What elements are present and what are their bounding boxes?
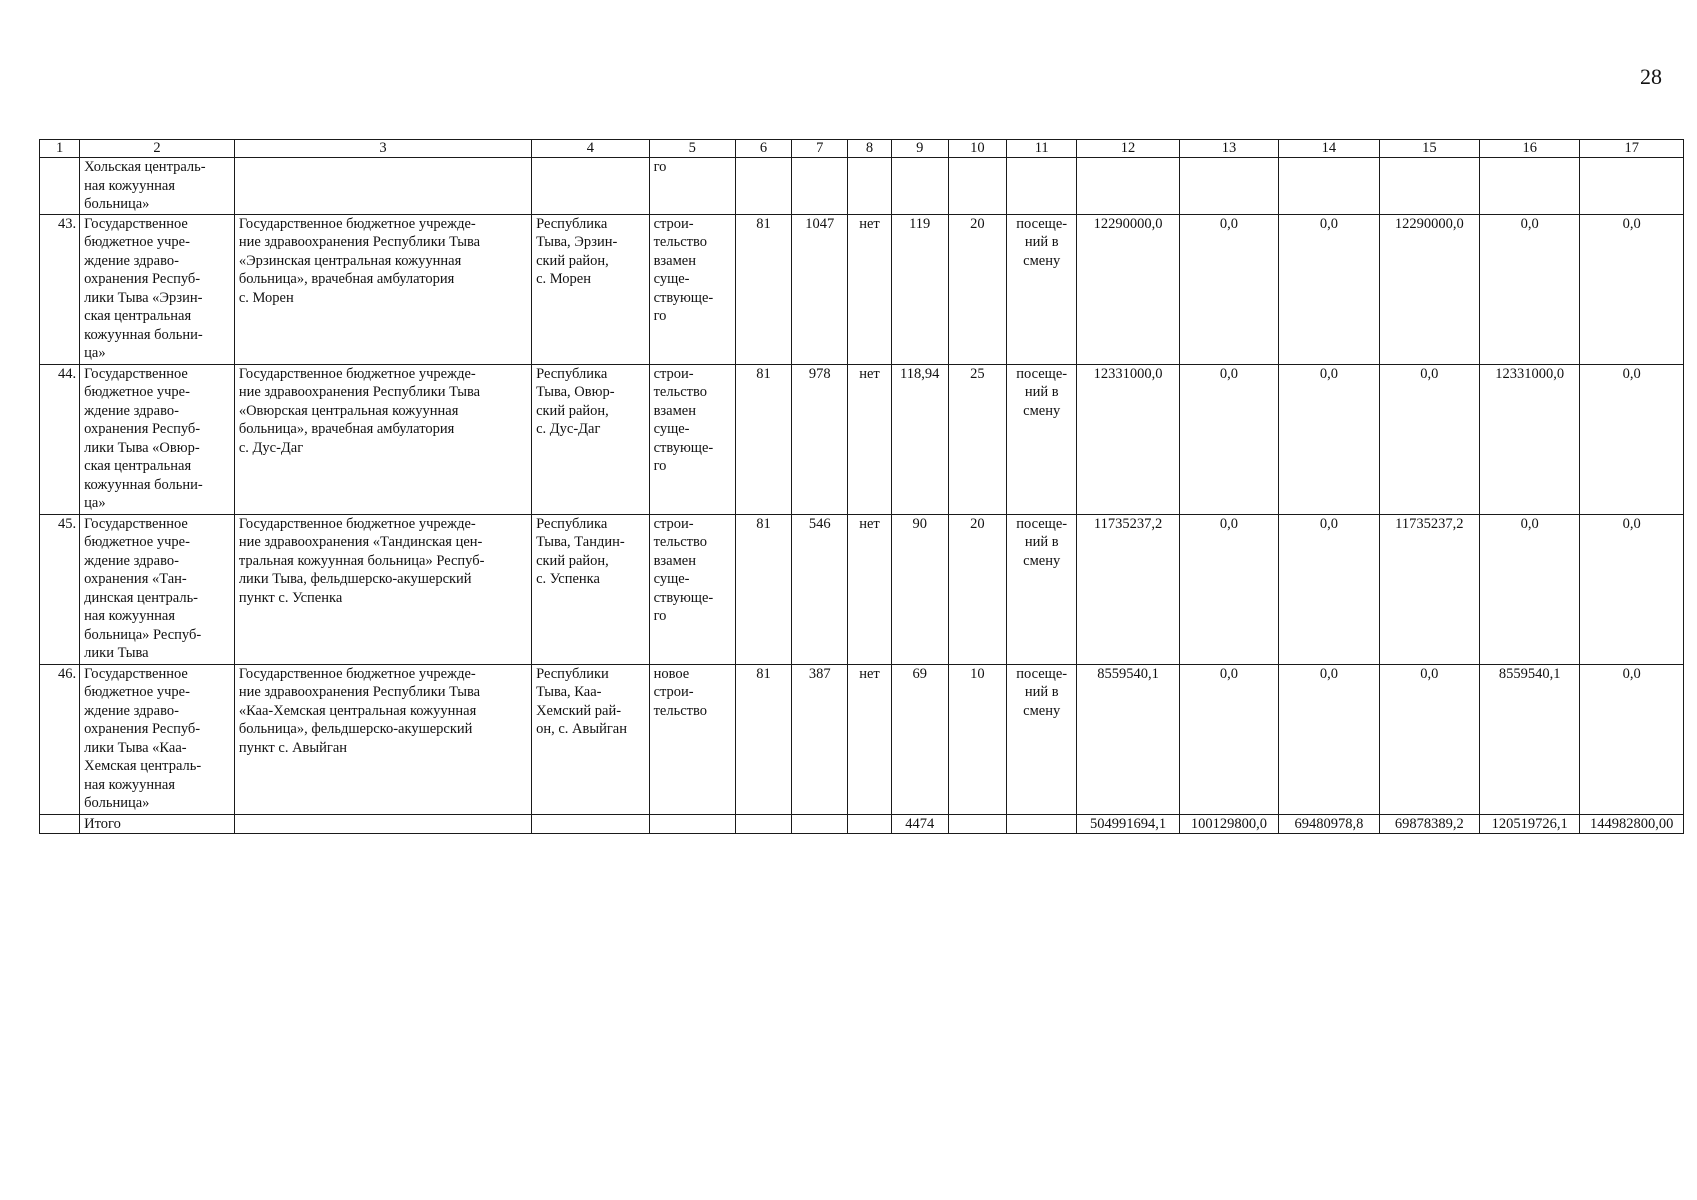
construction-type-cell: строи- тельство взамен суще- ствующе- го xyxy=(649,514,735,664)
column-header: 2 xyxy=(80,140,235,158)
table-cell xyxy=(735,814,791,833)
continuation-row xyxy=(40,158,1684,215)
table-cell: 118,94 xyxy=(891,364,948,514)
table-cell: 81 xyxy=(735,664,791,814)
total-row xyxy=(40,814,1684,833)
column-header: 1 xyxy=(40,140,80,158)
table-cell: 387 xyxy=(792,664,848,814)
table-cell xyxy=(848,814,891,833)
total-amount: 144982800,00 xyxy=(1580,814,1684,833)
column-header: 15 xyxy=(1379,140,1479,158)
amount-cell: 11735237,2 xyxy=(1379,514,1479,664)
amount-cell: 0,0 xyxy=(1179,214,1278,364)
capacity-unit-cell: посеще- ний в смену xyxy=(1007,214,1077,364)
construction-type-cell: строи- тельство взамен суще- ствующе- го xyxy=(649,364,735,514)
table-cell xyxy=(1179,158,1278,215)
total-amount: 69878389,2 xyxy=(1379,814,1479,833)
table-cell xyxy=(532,814,650,833)
column-header: 12 xyxy=(1077,140,1179,158)
column-header: 13 xyxy=(1179,140,1278,158)
table-cell: 90 xyxy=(891,514,948,664)
column-header: 5 xyxy=(649,140,735,158)
column-header: 17 xyxy=(1580,140,1684,158)
amount-cell: 12331000,0 xyxy=(1077,364,1179,514)
construction-type-cell: го xyxy=(649,158,735,215)
table-cell: нет xyxy=(848,214,891,364)
row-number-cell: 43. xyxy=(40,214,80,364)
total-amount: 69480978,8 xyxy=(1279,814,1379,833)
table-row xyxy=(40,214,1684,364)
object-cell: Государственное бюджетное учрежде- ние здравоохранения Республики Тыва «Эрзинская центральная кожуунная больница», врачебная амбулатория с. Морен xyxy=(234,214,531,364)
column-number-row xyxy=(40,140,1684,158)
table-cell: 81 xyxy=(735,514,791,664)
table-cell xyxy=(1580,158,1684,215)
amount-cell: 8559540,1 xyxy=(1480,664,1580,814)
table-cell: 20 xyxy=(948,214,1006,364)
column-header: 14 xyxy=(1279,140,1379,158)
table-cell xyxy=(792,814,848,833)
row-number-cell: 45. xyxy=(40,514,80,664)
table-cell: 119 xyxy=(891,214,948,364)
table-cell xyxy=(848,158,891,215)
table-cell xyxy=(649,814,735,833)
amount-cell: 0,0 xyxy=(1279,214,1379,364)
table-cell xyxy=(891,158,948,215)
table-cell: нет xyxy=(848,514,891,664)
table-cell: 25 xyxy=(948,364,1006,514)
amount-cell: 0,0 xyxy=(1580,364,1684,514)
total-amount: 120519726,1 xyxy=(1480,814,1580,833)
table-cell xyxy=(1279,158,1379,215)
amount-cell: 0,0 xyxy=(1379,364,1479,514)
table-row xyxy=(40,664,1684,814)
object-cell: Государственное бюджетное учрежде- ние здравоохранения Республики Тыва «Каа-Хемская центральная кожуунная больница», фельдшерско-акушерский пункт с. Авыйган xyxy=(234,664,531,814)
total-amount: 504991694,1 xyxy=(1077,814,1179,833)
column-header: 16 xyxy=(1480,140,1580,158)
location-cell xyxy=(532,158,650,215)
amount-cell: 12290000,0 xyxy=(1077,214,1179,364)
column-header: 4 xyxy=(532,140,650,158)
table-cell: 69 xyxy=(891,664,948,814)
total-label: Итого xyxy=(80,814,235,833)
amount-cell: 0,0 xyxy=(1179,514,1278,664)
row-number-cell: 46. xyxy=(40,664,80,814)
table-row xyxy=(40,364,1684,514)
table-cell xyxy=(234,814,531,833)
customer-cell: Государственное бюджетное учре- ждение здраво- охранения Респуб- лики Тыва «Овюр- ская центральная кожуунная больни- ца» xyxy=(80,364,235,514)
table-cell: 81 xyxy=(735,364,791,514)
table-cell xyxy=(948,814,1006,833)
customer-cell: Хольская централь- ная кожуунная больница» xyxy=(80,158,235,215)
column-header: 8 xyxy=(848,140,891,158)
table-cell xyxy=(1379,158,1479,215)
construction-type-cell: новое строи- тельство xyxy=(649,664,735,814)
row-number-cell xyxy=(40,814,80,833)
amount-cell: 0,0 xyxy=(1580,514,1684,664)
amount-cell: 0,0 xyxy=(1480,514,1580,664)
table-cell xyxy=(948,158,1006,215)
amount-cell: 0,0 xyxy=(1279,664,1379,814)
table-cell: 81 xyxy=(735,214,791,364)
table-cell xyxy=(1480,158,1580,215)
table-cell: 546 xyxy=(792,514,848,664)
customer-cell: Государственное бюджетное учре- ждение здраво- охранения Респуб- лики Тыва «Каа- Хемская централь- ная кожуунная больница» xyxy=(80,664,235,814)
object-cell: Государственное бюджетное учрежде- ние здравоохранения «Тандинская цен- тральная кожуунная больница» Респуб- лики Тыва, фельдшерско-акушерский пункт с. Успенка xyxy=(234,514,531,664)
amount-cell: 12331000,0 xyxy=(1480,364,1580,514)
object-cell: Государственное бюджетное учрежде- ние здравоохранения Республики Тыва «Овюрская центральная кожуунная больница», врачебная амбулатория с. Дус-Даг xyxy=(234,364,531,514)
amount-cell: 0,0 xyxy=(1179,664,1278,814)
amount-cell: 8559540,1 xyxy=(1077,664,1179,814)
table-cell: 20 xyxy=(948,514,1006,664)
amount-cell: 0,0 xyxy=(1480,214,1580,364)
location-cell: Республика Тыва, Тандин- ский район, с. Успенка xyxy=(532,514,650,664)
amount-cell: 0,0 xyxy=(1580,664,1684,814)
construction-type-cell: строи- тельство взамен суще- ствующе- го xyxy=(649,214,735,364)
location-cell: Республика Тыва, Эрзин- ский район, с. Морен xyxy=(532,214,650,364)
capacity-unit-cell: посеще- ний в смену xyxy=(1007,664,1077,814)
row-number-cell xyxy=(40,158,80,215)
table-cell xyxy=(1077,158,1179,215)
column-header: 11 xyxy=(1007,140,1077,158)
table-cell: нет xyxy=(848,664,891,814)
capacity-unit-cell: посеще- ний в смену xyxy=(1007,514,1077,664)
table-cell: 1047 xyxy=(792,214,848,364)
table-cell: 10 xyxy=(948,664,1006,814)
customer-cell: Государственное бюджетное учре- ждение здраво- охранения Респуб- лики Тыва «Эрзин- ская центральная кожуунная больни- ца» xyxy=(80,214,235,364)
table-cell xyxy=(1007,158,1077,215)
column-header: 3 xyxy=(234,140,531,158)
row-number-cell: 44. xyxy=(40,364,80,514)
amount-cell: 0,0 xyxy=(1279,364,1379,514)
table-cell xyxy=(1007,814,1077,833)
location-cell: Республики Тыва, Каа- Хемский рай- он, с. Авыйган xyxy=(532,664,650,814)
amount-cell: 0,0 xyxy=(1179,364,1278,514)
column-header: 6 xyxy=(735,140,791,158)
table-cell xyxy=(735,158,791,215)
total-capacity: 4474 xyxy=(891,814,948,833)
table-row xyxy=(40,514,1684,664)
page-number: 28 xyxy=(1640,64,1662,89)
total-amount: 100129800,0 xyxy=(1179,814,1278,833)
customer-cell: Государственное бюджетное учре- ждение здраво- охранения «Тан- динская централь- ная кожуунная больница» Респуб- лики Тыва xyxy=(80,514,235,664)
amount-cell: 0,0 xyxy=(1379,664,1479,814)
column-header: 9 xyxy=(891,140,948,158)
location-cell: Республика Тыва, Овюр- ский район, с. Дус-Даг xyxy=(532,364,650,514)
object-cell xyxy=(234,158,531,215)
amount-cell: 11735237,2 xyxy=(1077,514,1179,664)
column-header: 7 xyxy=(792,140,848,158)
capacity-unit-cell: посеще- ний в смену xyxy=(1007,364,1077,514)
investment-table xyxy=(39,139,1684,834)
amount-cell: 0,0 xyxy=(1279,514,1379,664)
column-header: 10 xyxy=(948,140,1006,158)
table-cell: 978 xyxy=(792,364,848,514)
table-cell xyxy=(792,158,848,215)
table-cell: нет xyxy=(848,364,891,514)
amount-cell: 0,0 xyxy=(1580,214,1684,364)
amount-cell: 12290000,0 xyxy=(1379,214,1479,364)
